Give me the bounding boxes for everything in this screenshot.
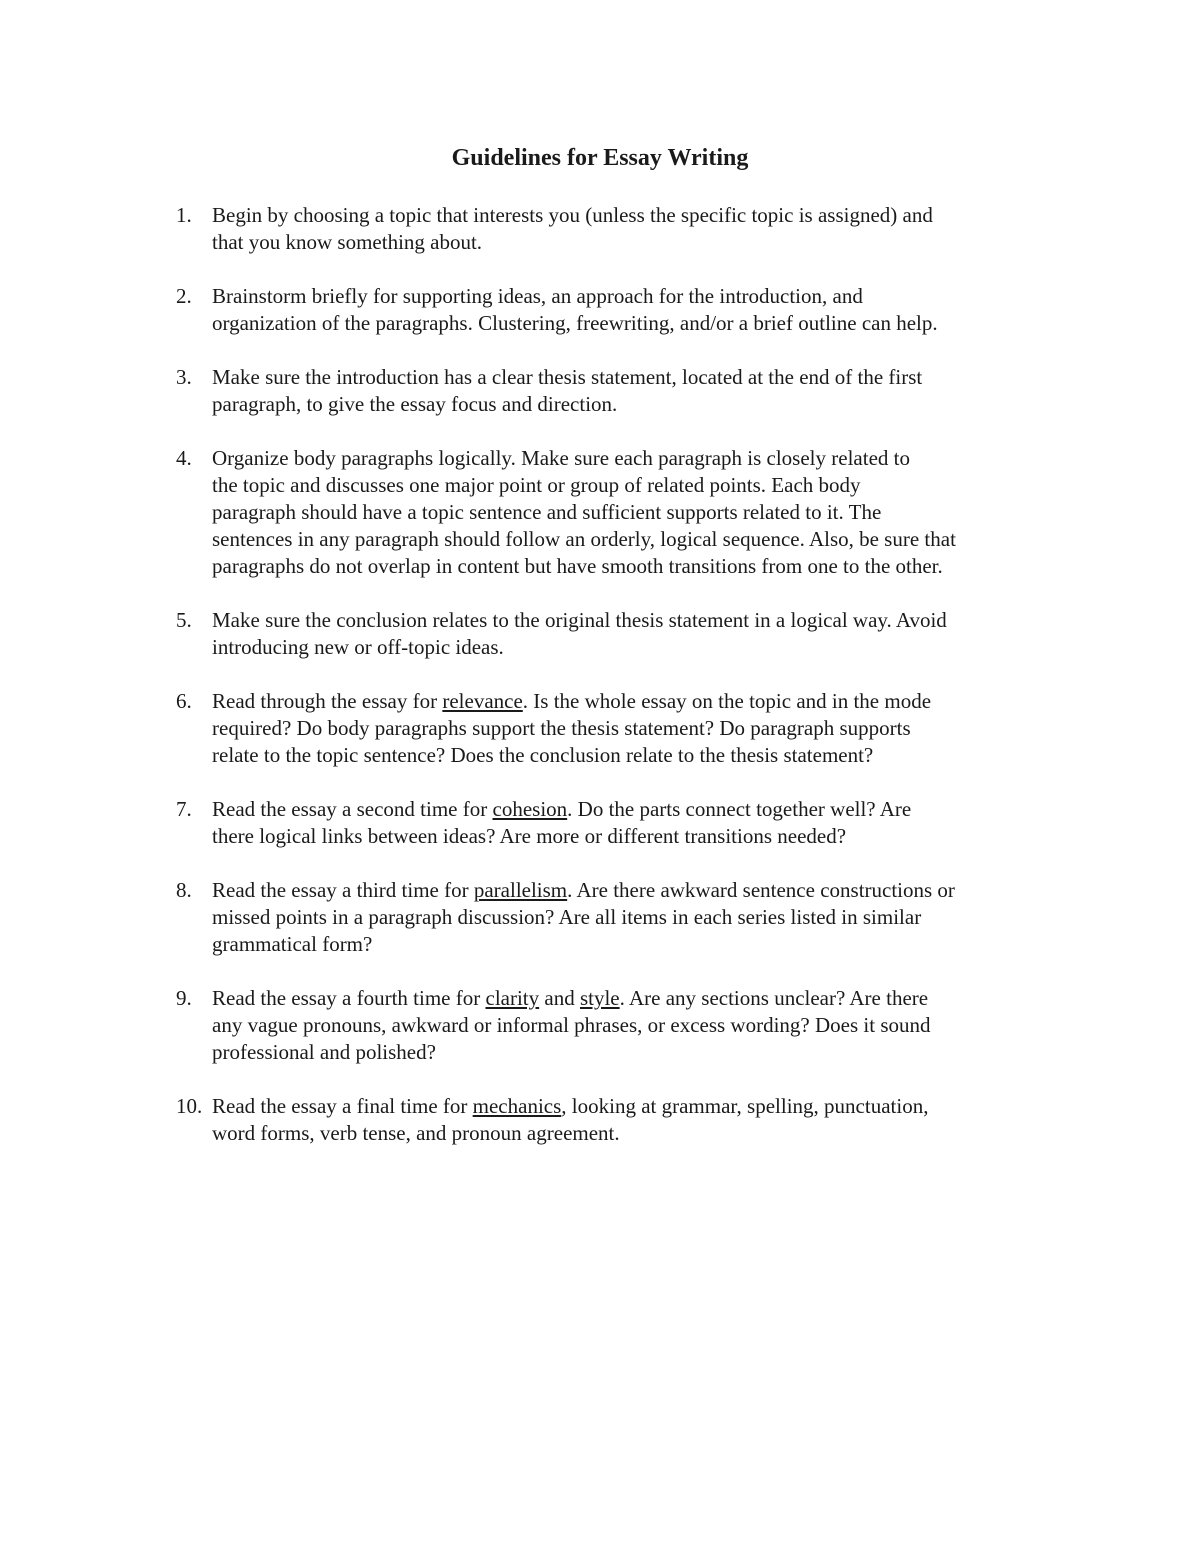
- line-text: . Is the whole essay on the topic and in the mode: [522, 689, 932, 713]
- item-line: there logical links between ideas? Are more or different transitions needed?: [212, 824, 847, 848]
- item-number: 10.: [176, 1094, 203, 1118]
- line-text: Read the essay a final time for: [212, 1094, 473, 1118]
- item-line: [212, 796, 1072, 823]
- item-line: Organize body paragraphs logically. Make sure each paragraph is closely related to: [212, 446, 910, 470]
- item-line: paragraphs do not overlap in content but have smooth transitions from one to the other.: [212, 554, 943, 578]
- line-text: , looking at grammar, spelling, punctuation,: [561, 1094, 929, 1118]
- item-line: Brainstorm briefly for supporting ideas, an approach for the introduction, and: [212, 284, 863, 308]
- item-line: paragraph should have a topic sentence and sufficient supports related to it. The: [212, 500, 882, 524]
- list-item: [172, 202, 1072, 256]
- underlined-term: relevance: [442, 689, 523, 713]
- list-item: [172, 796, 1072, 850]
- line-text: Read the essay a third time for: [212, 878, 474, 902]
- underlined-term: clarity: [485, 986, 540, 1010]
- underlined-term: parallelism: [473, 878, 568, 902]
- item-line: [212, 1093, 1072, 1120]
- item-line: paragraph, to give the essay focus and direction.: [212, 392, 618, 416]
- item-number: 4.: [176, 446, 192, 470]
- item-line: the topic and discusses one major point or group of related points. Each body: [212, 473, 861, 497]
- guidelines-list: [172, 202, 1072, 1174]
- line-text: Read through the essay for: [212, 689, 443, 713]
- item-line: [212, 985, 1072, 1012]
- item-line: sentences in any paragraph should follow an orderly, logical sequence. Also, be sure that: [212, 527, 956, 551]
- list-item: [172, 1093, 1072, 1147]
- underlined-term: mechanics: [472, 1094, 562, 1118]
- item-line: introducing new or off-topic ideas.: [212, 635, 504, 659]
- item-line: [212, 688, 1072, 715]
- item-line: Begin by choosing a topic that interests you (unless the specific topic is assigned) and: [212, 203, 933, 227]
- item-number: 3.: [176, 365, 192, 389]
- item-line: that you know something about.: [212, 230, 483, 254]
- list-item: [172, 607, 1072, 661]
- line-text: Read the essay a second time for: [212, 797, 493, 821]
- list-item: [172, 877, 1072, 958]
- item-line: grammatical form?: [212, 932, 373, 956]
- list-item: [172, 688, 1072, 769]
- item-line: any vague pronouns, awkward or informal phrases, or excess wording? Does it sound: [212, 1013, 931, 1037]
- item-number: 9.: [176, 986, 192, 1010]
- line-text: . Do the parts connect together well? Are: [567, 797, 912, 821]
- document-title: Guidelines for Essay Writing: [451, 145, 749, 171]
- item-number: 2.: [176, 284, 192, 308]
- item-line: organization of the paragraphs. Clustering, freewriting, and/or a brief outline can help.: [212, 311, 938, 335]
- item-number: 6.: [176, 689, 192, 713]
- line-text: . Are there awkward sentence constructions or: [567, 878, 955, 902]
- underlined-term: style: [579, 986, 620, 1010]
- line-text: Read the essay a fourth time for: [212, 986, 486, 1010]
- item-line: word forms, verb tense, and pronoun agreement.: [212, 1121, 620, 1145]
- item-number: 5.: [176, 608, 192, 632]
- underlined-term: cohesion: [492, 797, 568, 821]
- line-text: . Are any sections unclear? Are there: [619, 986, 929, 1010]
- item-number: 7.: [176, 797, 192, 821]
- list-item: [172, 985, 1072, 1066]
- item-line: [212, 877, 1072, 904]
- item-line: Make sure the conclusion relates to the original thesis statement in a logical way. Avoid: [212, 608, 947, 632]
- item-line: Make sure the introduction has a clear thesis statement, located at the end of the first: [212, 365, 923, 389]
- item-line: required? Do body paragraphs support the thesis statement? Do paragraph supports: [212, 716, 911, 740]
- item-line: missed points in a paragraph discussion? Are all items in each series listed in similar: [212, 905, 922, 929]
- line-text: and: [539, 986, 580, 1010]
- list-item: [172, 283, 1072, 337]
- item-line: professional and polished?: [212, 1040, 436, 1064]
- list-item: [172, 445, 1072, 580]
- item-number: 1.: [176, 203, 192, 227]
- item-line: relate to the topic sentence? Does the conclusion relate to the thesis statement?: [212, 743, 874, 767]
- item-number: 8.: [176, 878, 192, 902]
- list-item: [172, 364, 1072, 418]
